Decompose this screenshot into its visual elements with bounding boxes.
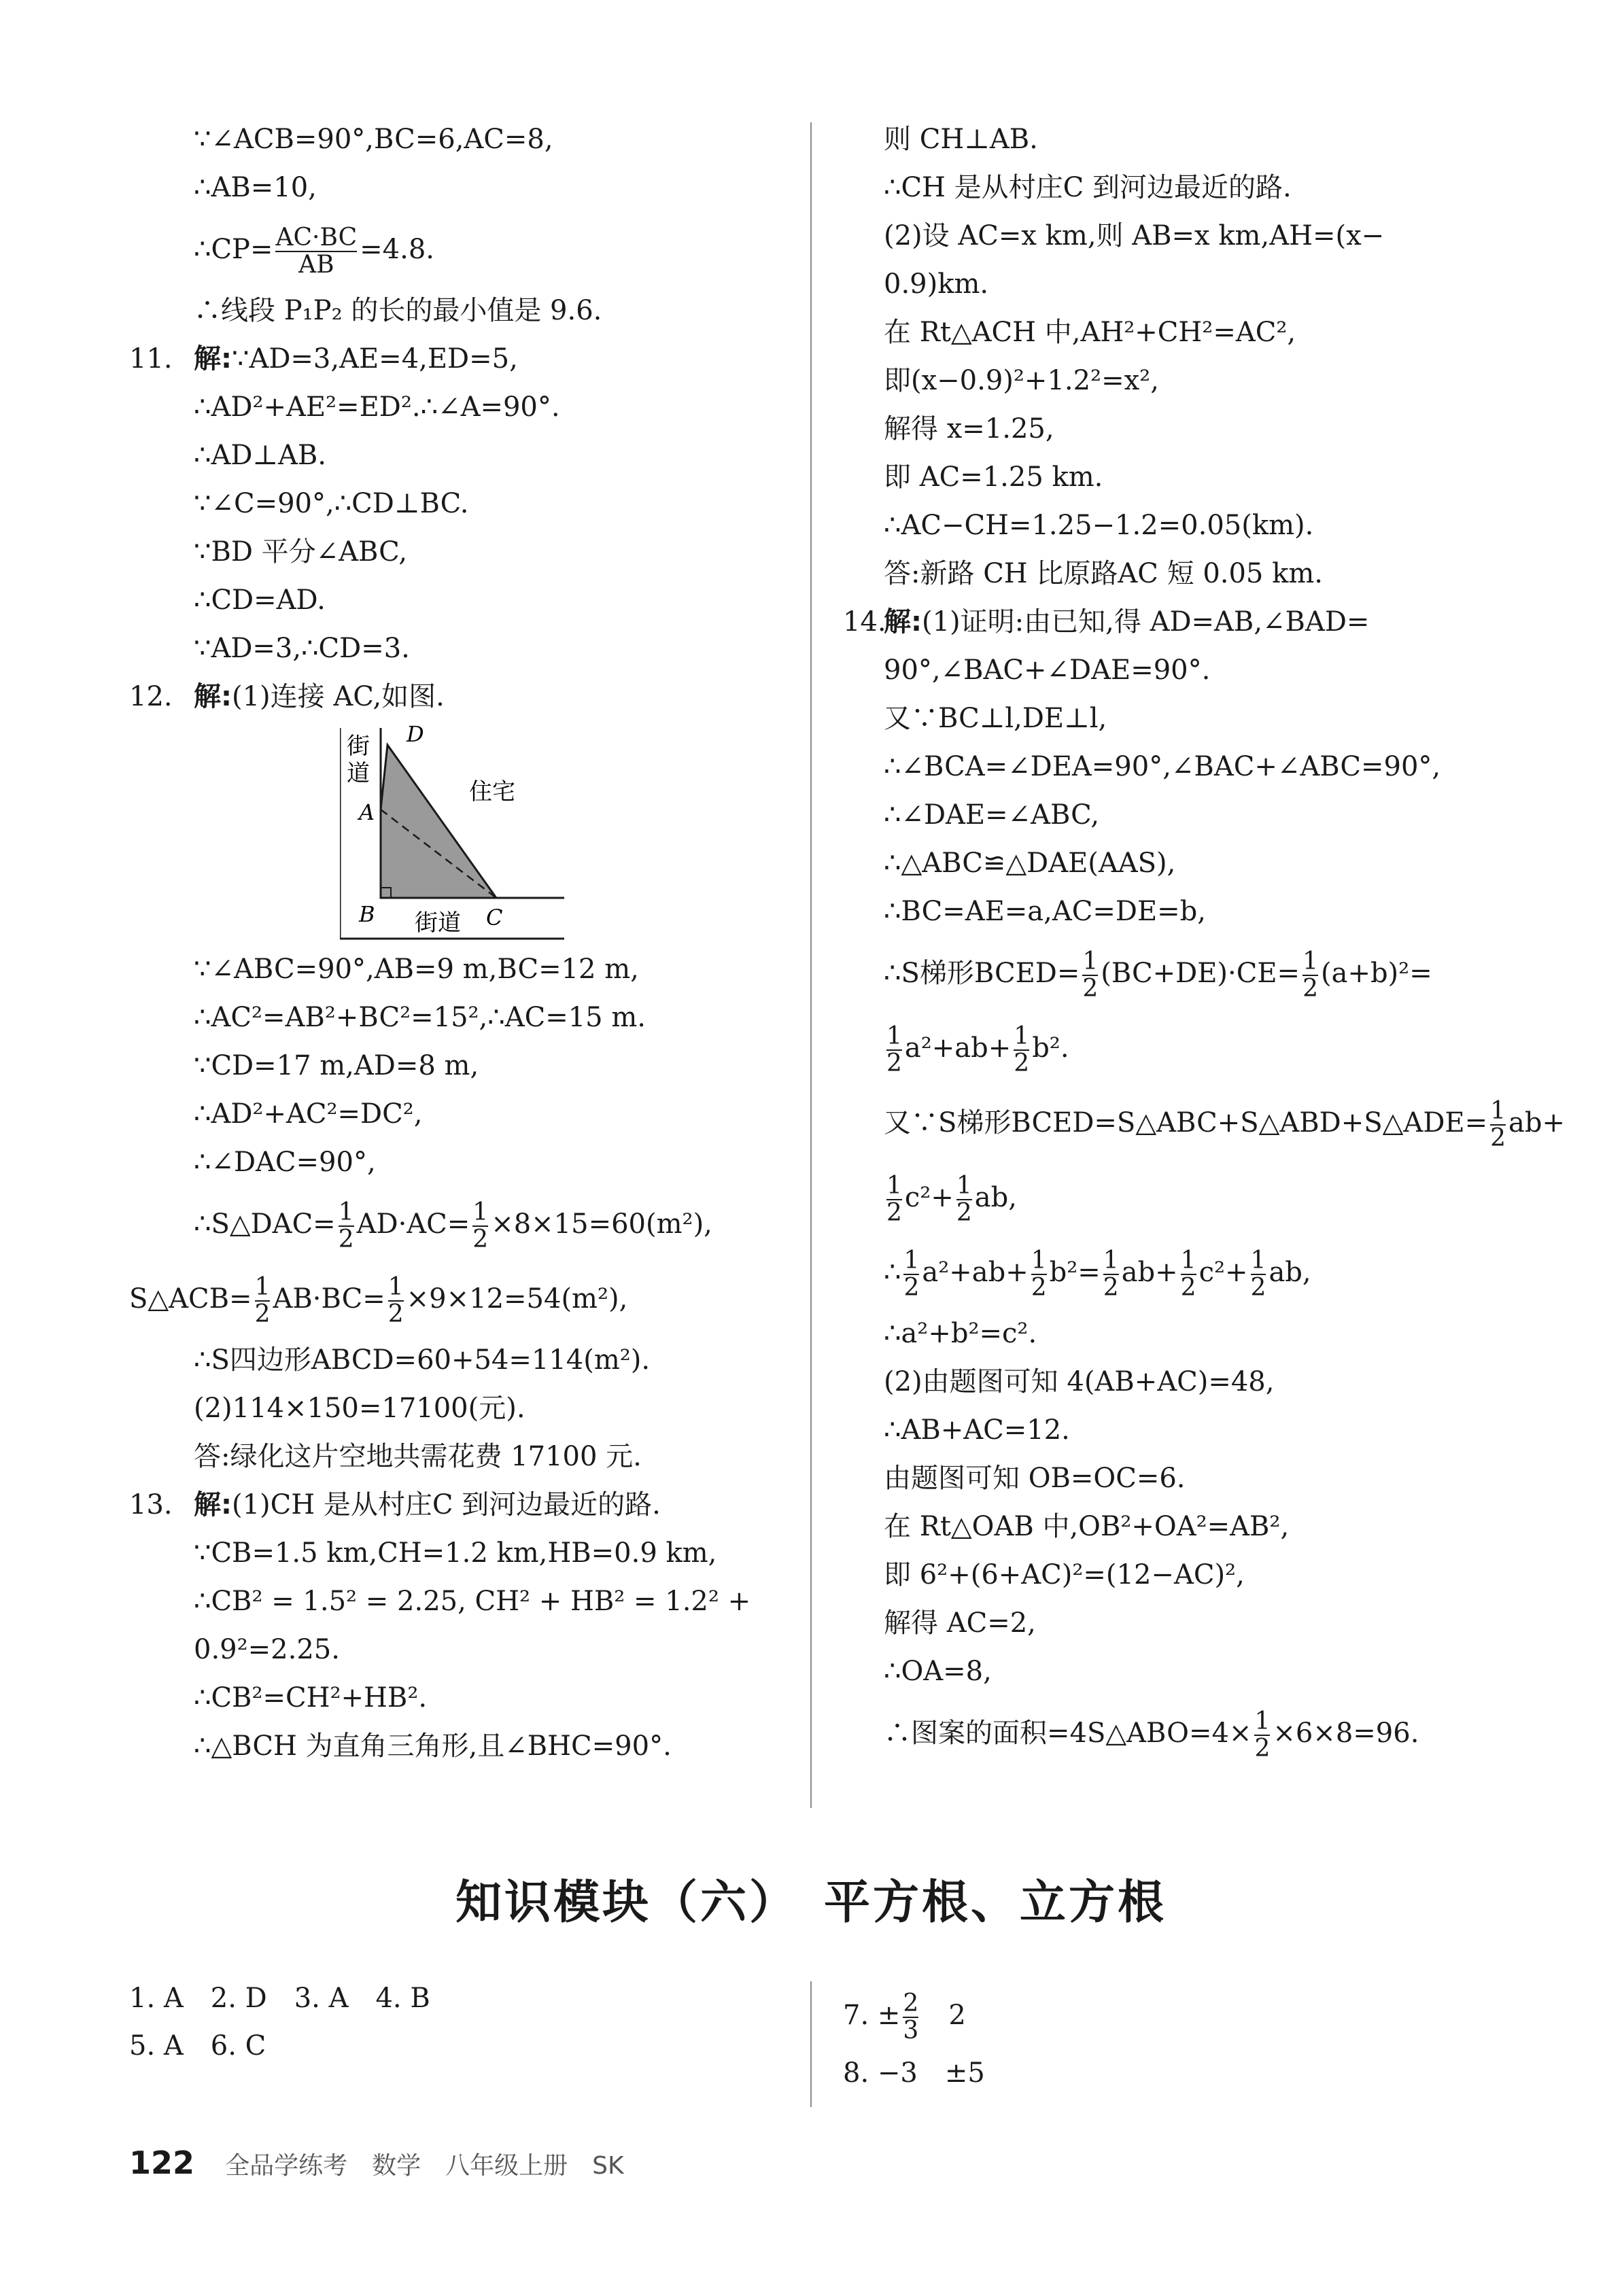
- right-column: [843, 116, 1565, 1771]
- fraction-denominator: 2: [338, 1225, 354, 1253]
- solution-label: 解:: [194, 681, 232, 712]
- answers-left: [129, 1975, 430, 2070]
- fraction: [1103, 1248, 1119, 1301]
- text-line: ∴∠DAE=∠ABC,: [884, 799, 1100, 831]
- fraction-denominator: 2: [1250, 1274, 1266, 1302]
- text-line: 即 AC=1.25 km.: [884, 462, 1103, 493]
- formula-part: S△ACB=: [129, 1283, 252, 1315]
- text-line: ∴AD²+AC²=DC²,: [194, 1098, 423, 1130]
- formula-part: ∴: [884, 1257, 901, 1288]
- fraction-numerator: 1: [1031, 1247, 1047, 1275]
- fraction-denominator: 2: [1103, 1274, 1119, 1302]
- formula-line: [884, 936, 1516, 1011]
- formula-part: a²+ab+: [904, 1032, 1012, 1064]
- formula-part: AB·BC=: [273, 1283, 385, 1315]
- text-line: ∴S四边形ABCD=60+54=114(m²).: [194, 1344, 651, 1376]
- text-line: ∵∠ACB=90°,BC=6,AC=8,: [194, 124, 553, 155]
- text-line: ∴BC=AE=a,AC=DE=b,: [884, 896, 1206, 927]
- label-street-vertical-1: 街: [347, 733, 370, 760]
- text-line: 90°,∠BAC+∠DAE=90°.: [884, 655, 1211, 686]
- label-street-vertical-2: 道: [347, 760, 370, 787]
- text-line: 解得 x=1.25,: [884, 413, 1054, 445]
- text-line: 即 6²+(6+AC)²=(12−AC)²,: [884, 1559, 1245, 1590]
- text-line: ∴线段 P₁P₂ 的长的最小值是 9.6.: [194, 295, 602, 326]
- text-line: ∴AB=10,: [194, 172, 317, 203]
- formula-line: [884, 1011, 1516, 1085]
- fraction-numerator: 1: [956, 1172, 972, 1200]
- formula-part: ×6×8=96.: [1273, 1718, 1419, 1749]
- formula-part: ∴S梯形BCED=: [884, 958, 1080, 989]
- question-14-header: [843, 598, 1516, 646]
- fraction: [903, 1991, 918, 2044]
- formula-part: ∴S△DAC=: [194, 1208, 336, 1240]
- formula-line: [129, 1262, 782, 1336]
- text-line: ∴△ABC≌△DAE(AAS),: [884, 848, 1176, 879]
- text-line: ∴AD²+AE²=ED².∴∠A=90°.: [194, 392, 560, 423]
- fraction: [886, 1173, 902, 1226]
- text-line: ∵∠C=90°,∴CD⊥BC.: [194, 488, 469, 519]
- fraction: [1302, 949, 1318, 1002]
- formula-line: [129, 212, 782, 287]
- section-title: 知识模块（六） 平方根、立方根: [455, 1876, 1167, 1930]
- left-column: [129, 116, 782, 1771]
- fraction: [1490, 1098, 1506, 1151]
- book-title: 全品学练考 数学 八年级上册 SK: [225, 2152, 624, 2180]
- formula-line: [129, 1187, 782, 1262]
- text-line: ∵CD=17 m,AD=8 m,: [194, 1050, 479, 1081]
- fraction-denominator: 2: [1180, 1274, 1196, 1302]
- formula-part: b².: [1032, 1032, 1069, 1064]
- text-line: (2)114×150=17100(元).: [194, 1393, 525, 1424]
- question-number: 11.: [129, 343, 173, 375]
- fraction: [388, 1274, 404, 1327]
- formula-part: (BC+DE)·CE=: [1101, 958, 1300, 989]
- text-line: (2)设 AC=x km,则 AB=x km,AH=(x−: [884, 220, 1385, 251]
- label-house: 住宅: [469, 778, 515, 805]
- quadrilateral-abcd: [381, 745, 496, 898]
- fraction: [956, 1173, 972, 1226]
- fraction-numerator: 1: [472, 1198, 489, 1227]
- text-line: ∴CH 是从村庄C 到河边最近的路.: [884, 172, 1292, 203]
- fraction-denominator: 2: [254, 1300, 271, 1328]
- text-line: 又∵BC⊥l,DE⊥l,: [884, 703, 1107, 734]
- question-number: 13.: [129, 1489, 173, 1520]
- formula-part: ab,: [1269, 1257, 1311, 1288]
- fraction-denominator: 2: [472, 1225, 489, 1253]
- answers-right: [843, 1981, 985, 2097]
- text-line: ∴CB² = 1.5² = 2.25, CH² + HB² = 1.2² +: [194, 1586, 751, 1617]
- fraction: [886, 1024, 902, 1077]
- fraction: [1254, 1709, 1270, 1762]
- fraction-denominator: 2: [1254, 1735, 1271, 1762]
- solution-label: 解:: [194, 1489, 232, 1520]
- formula-line: [884, 1160, 1516, 1235]
- text-line: ∵AD=3,∴CD=3.: [194, 633, 410, 664]
- question-number: 14.: [843, 606, 886, 638]
- formula-part: ab+: [1121, 1257, 1178, 1288]
- text-line: ∵AD=3,AE=4,ED=5,: [232, 343, 518, 375]
- fraction-numerator: 1: [1302, 947, 1318, 976]
- fraction-numerator: 1: [1180, 1247, 1196, 1275]
- formula-part: AD·AC=: [356, 1208, 470, 1240]
- fraction: [903, 1248, 919, 1301]
- formula-line: [884, 1696, 1516, 1771]
- answer-part: 2: [948, 2000, 966, 2031]
- fraction-numerator: 1: [387, 1273, 404, 1302]
- formula-part: =4.8.: [360, 234, 434, 265]
- text-line: 即(x−0.9)²+1.2²=x²,: [884, 365, 1159, 396]
- fraction-denominator: 2: [956, 1199, 972, 1227]
- fraction-denominator: 2: [1031, 1274, 1047, 1302]
- formula-part: 又∵S梯形BCED=S△ABC+S△ABD+S△ADE=: [884, 1107, 1488, 1138]
- formula-part: ×8×15=60(m²),: [491, 1208, 712, 1240]
- fraction-numerator: 1: [886, 1022, 902, 1051]
- fraction-numerator: 1: [1082, 947, 1099, 976]
- text-line: 则 CH⊥AB.: [884, 124, 1038, 155]
- text-line: 在 Rt△ACH 中,AH²+CH²=AC²,: [884, 317, 1296, 348]
- fraction-numerator: 1: [1250, 1247, 1266, 1275]
- formula-part: (a+b)²=: [1320, 958, 1432, 989]
- fraction: [1031, 1248, 1047, 1301]
- text-line: 解得 AC=2,: [884, 1607, 1036, 1639]
- fraction: [472, 1200, 488, 1253]
- text-line: (1)CH 是从村庄C 到河边最近的路.: [232, 1489, 661, 1520]
- text-line: 0.9²=2.25.: [194, 1634, 340, 1665]
- fraction-denominator: 2: [1302, 975, 1318, 1003]
- street-house-diagram: [340, 721, 571, 945]
- text-line: ∴∠DAC=90°,: [194, 1147, 376, 1178]
- text-line: ∴∠BCA=∠DEA=90°,∠BAC+∠ABC=90°,: [884, 751, 1441, 782]
- label-point-c: C: [486, 905, 503, 930]
- fraction-denominator: 2: [886, 1199, 902, 1227]
- fraction-numerator: AC·BC: [275, 224, 358, 252]
- fraction: [1251, 1248, 1266, 1301]
- solution-label: 解:: [194, 343, 232, 375]
- fraction-denominator: 2: [903, 1274, 920, 1302]
- fraction: [275, 225, 357, 278]
- fraction-denominator: 2: [886, 1049, 902, 1077]
- formula-part: ab+: [1508, 1107, 1565, 1138]
- page-footer: [129, 2144, 624, 2181]
- fraction: [1181, 1248, 1196, 1301]
- fraction-numerator: 1: [1490, 1097, 1506, 1126]
- fraction-denominator: 2: [1490, 1124, 1506, 1152]
- geometry-figure: [340, 721, 782, 945]
- formula-line: [884, 1235, 1516, 1310]
- text-line: ∴AC²=AB²+BC²=15²,∴AC=15 m.: [194, 1002, 646, 1033]
- formula-line: [884, 1085, 1565, 1160]
- text-line: 答:新路 CH 比原路AC 短 0.05 km.: [884, 558, 1323, 589]
- text-line: ∴△BCH 为直角三角形,且∠BHC=90°.: [194, 1730, 672, 1762]
- fraction-denominator: 3: [903, 2017, 919, 2045]
- fraction-denominator: 2: [387, 1300, 404, 1328]
- fraction-numerator: 2: [903, 1989, 919, 2018]
- question-11-header: [129, 335, 782, 383]
- fraction-numerator: 1: [254, 1273, 271, 1302]
- fraction: [339, 1200, 354, 1253]
- question-13-header: [129, 1481, 782, 1529]
- label-point-b: B: [359, 901, 375, 927]
- formula-part: c²+: [904, 1182, 954, 1213]
- column-divider: [810, 122, 812, 1808]
- text-line: ∴AC−CH=1.25−1.2=0.05(km).: [884, 510, 1314, 541]
- fraction-numerator: 1: [1254, 1707, 1271, 1736]
- formula-part: c²+: [1198, 1257, 1248, 1288]
- text-line: ∵∠ABC=90°,AB=9 m,BC=12 m,: [194, 954, 639, 985]
- text-line: ∵BD 平分∠ABC,: [194, 536, 408, 568]
- text-line: (1)证明:由已知,得 AD=AB,∠BAD=: [922, 606, 1370, 638]
- fraction-numerator: 1: [1103, 1247, 1119, 1275]
- label-point-d: D: [407, 721, 424, 747]
- text-line: ∴CB²=CH²+HB².: [194, 1682, 428, 1714]
- label-street-horizontal: 街道: [415, 909, 461, 937]
- fraction: [1014, 1024, 1029, 1077]
- formula-part: a²+ab+: [922, 1257, 1029, 1288]
- formula-part: ×9×12=54(m²),: [406, 1283, 628, 1315]
- answer-line: [843, 1981, 985, 2049]
- text-line: ∵CB=1.5 km,CH=1.2 km,HB=0.9 km,: [194, 1537, 717, 1569]
- question-number: 12.: [129, 681, 173, 712]
- text-line: 0.9)km.: [884, 268, 989, 300]
- text-line: 在 Rt△OAB 中,OB²+OA²=AB²,: [884, 1511, 1290, 1542]
- page-number: 122: [129, 2144, 195, 2181]
- fraction-numerator: 1: [1014, 1022, 1030, 1051]
- question-12-header: [129, 673, 782, 721]
- fraction: [255, 1274, 271, 1327]
- fraction-denominator: 2: [1082, 975, 1099, 1003]
- answer-line: 5. A 6. C: [129, 2030, 266, 2062]
- formula-part: b²=: [1049, 1257, 1101, 1288]
- answer-part: 7. ±: [843, 2000, 901, 2031]
- fraction-numerator: 1: [886, 1172, 902, 1200]
- fraction-denominator: 2: [1014, 1049, 1030, 1077]
- formula-part: ∴CP=: [194, 234, 273, 265]
- solution-label: 解:: [884, 606, 922, 638]
- text-line: ∴AB+AC=12.: [884, 1414, 1070, 1446]
- text-line: ∴CD=AD.: [194, 585, 326, 616]
- text-line: ∴OA=8,: [884, 1656, 992, 1687]
- label-point-a: A: [359, 799, 375, 825]
- text-line: 答:绿化这片空地共需花费 17100 元.: [194, 1441, 642, 1472]
- column-divider: [810, 1981, 812, 2107]
- text-line: 由题图可知 OB=OC=6.: [884, 1463, 1186, 1494]
- text-line: ∴AD⊥AB.: [194, 440, 327, 471]
- fraction-numerator: 1: [903, 1247, 920, 1275]
- answer-line: 8. −3 ±5: [843, 2057, 985, 2089]
- answer-line: 1. A 2. D 3. A 4. B: [129, 1983, 430, 2014]
- fraction-numerator: 1: [338, 1198, 354, 1227]
- text-line: (1)连接 AC,如图.: [232, 681, 445, 712]
- fraction: [1082, 949, 1098, 1002]
- text-line: (2)由题图可知 4(AB+AC)=48,: [884, 1366, 1275, 1397]
- formula-part: ab,: [974, 1182, 1017, 1213]
- fraction-denominator: AB: [275, 251, 357, 278]
- text-line: ∴a²+b²=c².: [884, 1318, 1037, 1349]
- formula-part: ∴图案的面积=4S△ABO=4×: [884, 1718, 1252, 1749]
